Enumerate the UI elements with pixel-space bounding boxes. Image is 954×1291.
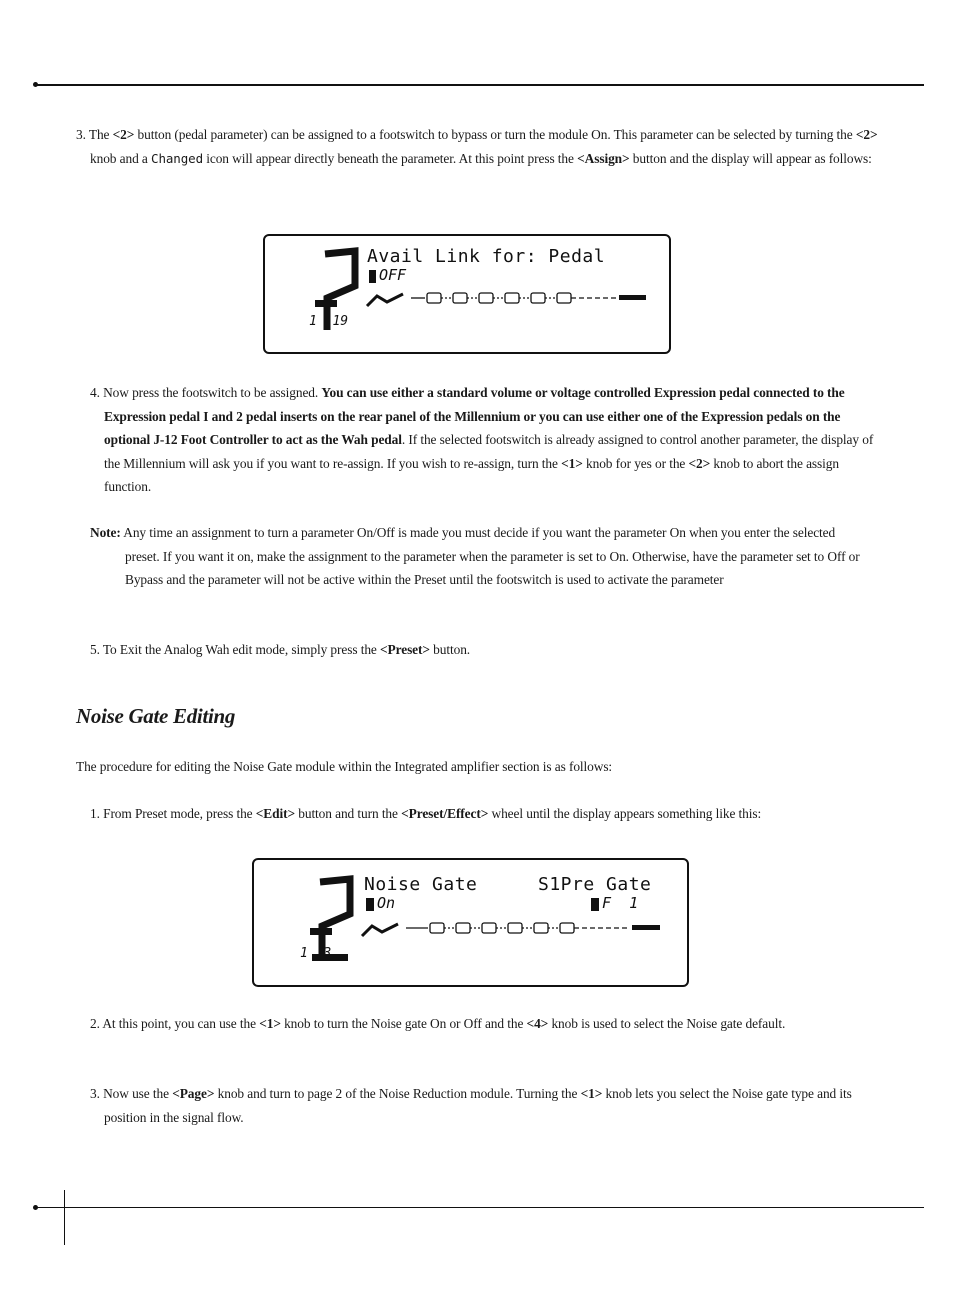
knob-ref: <Page>: [172, 1086, 215, 1101]
lcd-line-2: OFF: [379, 266, 407, 284]
wheel-ref: <Preset/Effect>: [401, 806, 489, 821]
bottom-rule: [36, 1207, 924, 1208]
button-ref: <Assign>: [577, 150, 630, 166]
section-heading: Noise Gate Editing: [76, 704, 236, 728]
note-label: Note:: [90, 525, 121, 540]
intro-paragraph: The procedure for editing the Noise Gate module within the Integrated amplifier section is as follows:: [76, 759, 613, 774]
lcd-line-2-left: On: [377, 894, 396, 912]
lcd-line-2-right: F 1: [602, 894, 639, 912]
signal-chain-graphic: [360, 918, 670, 942]
top-rule: [36, 84, 924, 86]
knob-ref: <1>: [580, 1086, 603, 1101]
lcd-cursor: [591, 898, 599, 911]
bottom-margin-tick: [64, 1190, 65, 1245]
note-paragraph: Note: Any time an assignment to turn a parameter On/Off is made you must decide if you want the parameter On when you enter the selected preset. If you want it on, make the assignment to the parameter when the parameter is set to On. Otherwise, have the parameter set to Off or Bypass and the parameter will not be active within the Preset until the footswitch is used to activate the parameter: [90, 525, 860, 587]
step-5-paragraph: 5. To Exit the Analog Wah edit mode, simply press the <Preset> button.: [90, 642, 471, 657]
lcd-line-1-right: S1Pre Gate: [538, 874, 652, 895]
lcd-display-noise-gate: [252, 858, 689, 987]
knob-ref: <4>: [526, 1016, 549, 1031]
knob-ref: <1>: [259, 1016, 281, 1031]
button-ref: <Preset>: [380, 642, 430, 657]
lcd-counter: 1 19: [309, 314, 349, 329]
signal-chain-graphic: [365, 288, 650, 312]
lcd-line-1: Avail Link for: Pedal: [367, 246, 606, 267]
lcd-cursor: [366, 898, 374, 911]
ng-step-3-paragraph: 3. Now use the <Page> knob and turn to page 2 of the Noise Reduction module. Turning the <1> knob lets you select the Noise gate type and its position in the signal flow.: [90, 1086, 852, 1125]
button-ref: <2>: [112, 127, 135, 142]
step-4-paragraph: 4. Now press the footswitch to be assigned. You can use either a standard volume or voltage controlled Expression pedal connected to the Expression pedal I and 2 pedal inserts on the rear panel of the Millennium or you can use either one of the Expression pedals on the optional J-12 Foot Controller to act as the Wah pedal. If the selected footswitch is already assigned to control another parameter, the display of the Millennium will ask you if you want to re-assign. If you wish to re-assign, turn the <1> knob for yes or the <2> knob to abort the assign function.: [90, 385, 874, 494]
ng-step-1-paragraph: 1. From Preset mode, press the <Edit> button and turn the <Preset/Effect> wheel until the display appears something like this:: [90, 806, 762, 821]
bold-emphasis: You can use either a standard volume or voltage controlled Expression pedal connected to the Expression pedal I and 2 pedal inserts on the rear panel of the Millennium or you can use either one of the Expression pedals on the optional J-12 Foot Controller to act as the Wah pedal: [104, 385, 845, 447]
changed-icon: Changed: [151, 150, 203, 166]
lcd-cursor: [369, 270, 376, 283]
lcd-counter: 1 3: [300, 946, 332, 961]
knob-ref: <2>: [855, 127, 878, 142]
step-3-paragraph: 3. The <2> button (pedal parameter) can be assigned to a footswitch to bypass or turn the module On. This parameter can be selected by turning the <2> knob and a Changed icon will appear directly beneath the parameter. At this point press the <Assign> button and the display will appear as follows:: [76, 127, 878, 166]
knob-ref: <2>: [688, 455, 711, 471]
ng-step-2-paragraph: 2. At this point, you can use the <1> knob to turn the Noise gate On or Off and the <4> knob is used to select the Noise gate default.: [90, 1016, 786, 1031]
button-ref: <Edit>: [255, 806, 295, 821]
knob-ref: <1>: [561, 455, 583, 471]
lcd-line-1-left: Noise Gate: [364, 874, 478, 895]
lcd-display-pedal-link: [263, 234, 671, 354]
